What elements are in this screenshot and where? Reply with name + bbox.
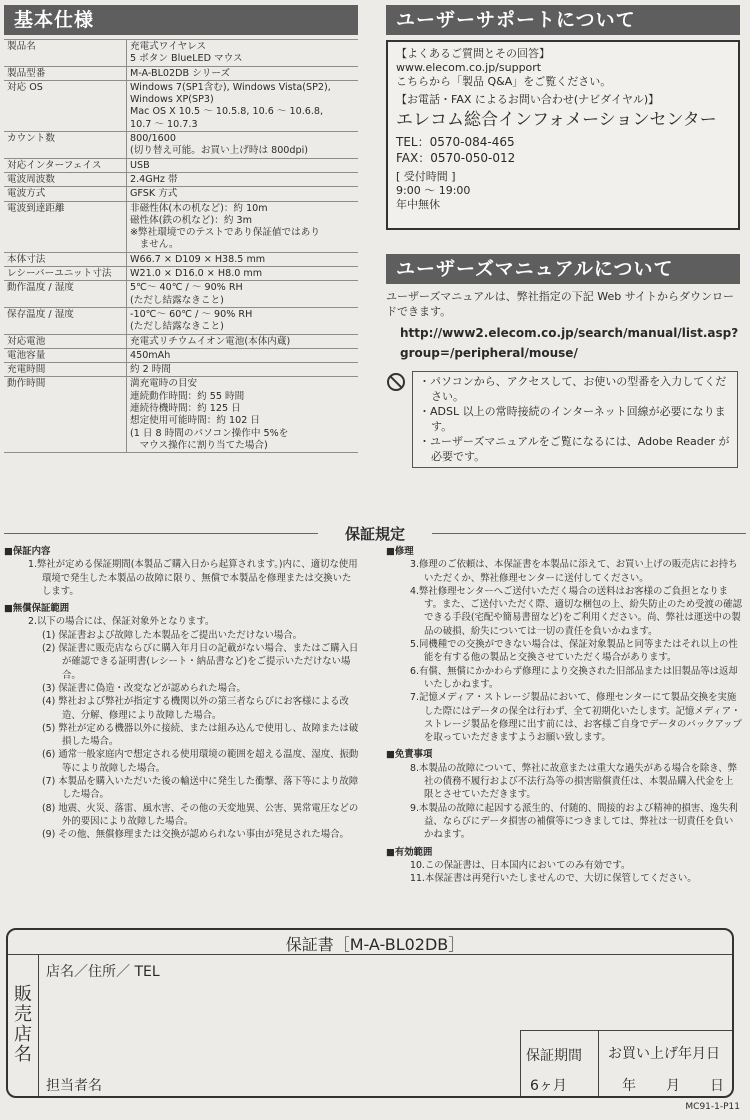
spec-value-line: マウス操作に割り当てた場合) [130, 439, 268, 451]
warranty-clause: (9) その他、無償修理または交換が認められない事由が発見された場合。 [42, 829, 349, 841]
warranty-title: 保証規定 [344, 525, 405, 543]
spec-row [4, 363, 358, 377]
spec-value-line: ません。 [130, 239, 179, 251]
spec-value-line: (ただし結露なきこと) [130, 294, 224, 306]
spec-row [4, 201, 358, 252]
spec-label: 電波方式 [4, 187, 127, 201]
warranty-clause: (7) 本製品を購入いただいた後の輸送中に発生した衝撃、落下等により故障した場合。 [42, 776, 359, 801]
day-label: 日 [710, 1078, 724, 1094]
cert-date-rule [598, 1030, 599, 1096]
faq-heading: 【よくあるご質問とその回答】 [396, 47, 550, 60]
prohibition-icon [387, 373, 405, 391]
warranty-subheading: ■ 保証内容 [4, 545, 360, 558]
divider-right [432, 533, 746, 534]
spec-table [4, 39, 358, 453]
warranty-subheading: ■ 免責事項 [386, 748, 742, 761]
spec-value [127, 66, 359, 80]
divider-left [4, 533, 318, 534]
warranty-clause: 1.弊社が定める保証期間(本製品ご購入日から起算されます。)内に、適切な使用環境で発生した本製品の故障に限り、無償で本製品を修理または交換いたします。 [28, 559, 358, 597]
spec-label: 製品名 [4, 40, 127, 67]
spec-value [127, 80, 359, 131]
specs-heading: 基本仕様 [4, 5, 358, 35]
open-days: 年中無休 [396, 198, 440, 211]
spec-value [127, 252, 359, 266]
spec-value-line: ※弊社環境でのテストであり保証値ではあり [130, 227, 320, 239]
hours: 9:00 ～ 19:00 [396, 184, 471, 197]
cert-seller-rule [38, 955, 39, 1096]
spec-value-line: W66.7 × D109 × H38.5 mm [130, 253, 266, 265]
year-label: 年 [622, 1078, 636, 1094]
spec-row [4, 80, 358, 131]
warranty-clause: (2) 保証書に販売店ならびに購入年月日の記載がない場合、またはご購入日が確認できる証明書(レシート・納品書など)をご提示いただけない場合。 [42, 643, 359, 681]
spec-value-line: 5 ボタン BlueLED マウス [130, 53, 243, 65]
warranty-clause: (8) 地震、火災、落雷、風水害、その他の天変地異、公害、異常電圧などの外的要因により故障した場合。 [42, 802, 359, 827]
manual-note: ・パソコンから、アクセスして、お使いの型番を入力してください。 [419, 375, 727, 403]
spec-value-line: 800/1600 [130, 133, 176, 145]
warranty-subheading: ■ 修理 [386, 545, 742, 558]
contact-heading: 【お電話・FAX によるお問い合わせ(ナビダイヤル)】 [396, 93, 660, 106]
cert-title-rule [8, 954, 732, 955]
spec-value-line: Mac OS X 10.5 ～ 10.5.8, 10.6 ～ 10.6.8, [130, 106, 324, 118]
spec-row [4, 172, 358, 186]
spec-value-line: 連続動作時間：約 55 時間 [130, 390, 245, 402]
fax-number: FAX：0570-050-012 [396, 151, 516, 165]
spec-label: 対応 OS [4, 80, 127, 131]
spec-value-line: 450mAh [130, 349, 171, 361]
cert-date-top-rule [520, 1030, 732, 1031]
spec-label: 対応インターフェイス [4, 158, 127, 172]
spec-row [4, 187, 358, 201]
spec-value [127, 132, 359, 159]
warranty-clause: 2.以下の場合には、保証対象外となります。 [28, 616, 215, 628]
document-code: MC91-1-P11 [685, 1102, 740, 1112]
support-heading: ユーザーサポートについて [386, 5, 740, 35]
spec-label: 動作温度 / 湿度 [4, 281, 127, 308]
warranty-subheading: ■ 無償保証範囲 [4, 602, 360, 615]
warranty-clause: 5.同機種での交換ができない場合は、保証対象製品と同等またはそれ以上の性能を有する他の製品と交換させていただく場合があります。 [410, 639, 738, 664]
spec-value-line: 磁性体(鉄の机など)：約 3m [130, 214, 252, 226]
manual-note: ・ユーザーズマニュアルをご覧になるには、Adobe Reader が必要です。 [419, 435, 730, 463]
spec-value-line: 約 2 時間 [130, 364, 171, 376]
spec-label: 製品型番 [4, 66, 127, 80]
spec-value [127, 187, 359, 201]
spec-value-line: 満充電時の目安 [130, 378, 198, 390]
spec-value-line: 想定使用可能時間：約 102 日 [130, 415, 260, 427]
spec-row [4, 348, 358, 362]
center-name: エレコム総合インフォメーションセンター [396, 110, 717, 130]
warranty-left-column [4, 541, 360, 842]
spec-value-line: (ただし結露なきこと) [130, 321, 224, 333]
manual-url[interactable]: http://www2.elecom.co.jp/search/manual/list.asp?group=/peripheral/mouse/ [400, 326, 739, 360]
warranty-clause: 9.本製品の故障に起因する派生的、付随的、間接的および精神的損害、逸失利益、ならびにデータ損害の補償等につきましては、弊社は一切責任を負いかねます。 [410, 802, 738, 841]
warranty-subheading: ■ 有効範囲 [386, 846, 742, 859]
support-box [386, 40, 740, 230]
spec-row [4, 307, 358, 334]
spec-row [4, 66, 358, 80]
spec-value-line: 10.7 ～ 10.7.3 [130, 118, 198, 130]
spec-row [4, 377, 358, 453]
manual-note: ・ADSL 以上の常時接続のインターネット回線が必要になります。 [419, 405, 726, 433]
spec-row [4, 281, 358, 308]
warranty-clause: (1) 保証書および故障した本製品をご提出いただけない場合。 [42, 629, 303, 641]
faq-url[interactable]: www.elecom.co.jp/support [396, 61, 542, 74]
seller-label: 販売店名 [14, 984, 32, 1065]
spec-value [127, 307, 359, 334]
spec-row [4, 132, 358, 159]
spec-value-line: W21.0 × D16.0 × H8.0 mm [130, 268, 263, 280]
spec-value [127, 267, 359, 281]
month-label: 月 [666, 1078, 680, 1094]
spec-value-line: (切り替え可能。お買い上げ時は 800dpi) [130, 145, 309, 157]
spec-label: 動作時間 [4, 377, 127, 453]
spec-label: 保存温度 / 湿度 [4, 307, 127, 334]
warranty-clause: 8.本製品の故障について、弊社に故意または重大な過失がある場合を除き、弊社の債務不履行および不法行為等の損害賠償責任は、本製品購入代金を上限とさせていただきます。 [410, 762, 737, 801]
manual-heading: ユーザーズマニュアルについて [386, 254, 740, 284]
spec-value [127, 172, 359, 186]
manual-notes [412, 371, 738, 468]
spec-value-line: GFSK 方式 [130, 188, 178, 200]
warranty-clause: 7.記憶メディア・ストレージ製品において、修理センターにて製品交換を実施した際にはデータの保全は行わず、全て初期化いたします。記憶メディア・ストレージ製品を修理に出す前には、お客様ご自身でデータのバックアップを取っていただきますようお願い致します。 [410, 692, 742, 744]
warranty-clause: 6.有償、無償にかかわらず修理により交換された旧部品または旧製品等は返却いたしかねます。 [410, 665, 738, 690]
spec-label: 電波到達距離 [4, 201, 127, 252]
manual-intro: ユーザーズマニュアルは、弊社指定の下記 Web サイトからダウンロードできます。 [386, 290, 734, 318]
warranty-clause: (3) 保証書に偽造・改変などが認められた場合。 [42, 682, 246, 694]
spec-value-line: -10℃～ 60℃ / ～ 90% RH [130, 308, 253, 320]
spec-value-line: 充電式リチウムイオン電池(本体内蔵) [130, 335, 291, 347]
spec-label: 電池容量 [4, 348, 127, 362]
warranty-clause: 3.修理のご依頼は、本保証書を本製品に添えて、お買い上げの販売店にお持ちいただくか、弊社修理センターに送付してください。 [410, 559, 738, 584]
spec-value [127, 158, 359, 172]
warranty-right-column [386, 541, 742, 885]
spec-value-line: USB [130, 159, 150, 171]
spec-value-line: 非磁性体(木の机など)：約 10m [130, 202, 268, 214]
certificate-title: 保証書［M-A-BL02DB］ [285, 935, 465, 954]
spec-label: 本体寸法 [4, 252, 127, 266]
spec-value-line: Windows 7(SP1含む), Windows Vista(SP2), [130, 81, 331, 93]
spec-value [127, 348, 359, 362]
spec-value [127, 40, 359, 67]
spec-value [127, 201, 359, 252]
spec-row [4, 267, 358, 281]
spec-value [127, 281, 359, 308]
spec-label: 充電時間 [4, 363, 127, 377]
warranty-clause: (5) 弊社が定める機器以外に接続、または組み込んで使用し、故障または破損した場合。 [42, 722, 359, 748]
spec-label: カウント数 [4, 132, 127, 159]
spec-value-line: 5℃～ 40℃ / ～ 90% RH [130, 282, 243, 294]
cert-period-rule [520, 1030, 521, 1096]
spec-label: レシーバーユニット寸法 [4, 267, 127, 281]
spec-value [127, 363, 359, 377]
spec-value [127, 334, 359, 348]
spec-label: 対応電池 [4, 334, 127, 348]
spec-value-line: (1 日 8 時間のパソコン操作中 5%を [130, 427, 289, 439]
spec-row [4, 40, 358, 67]
spec-value-line: Windows XP(SP3) [130, 94, 214, 106]
hours-heading: [ 受付時間 ] [396, 170, 456, 183]
warranty-clause: 10.この保証書は、日本国内においてのみ有効です。 [410, 859, 631, 871]
tel-number: TEL：0570-084-465 [396, 135, 515, 149]
warranty-clause: 4.弊社修理センターへご送付いただく場合の送料はお客様のご負担となります。また、ご送付いただく際、適切な梱包の上、紛失防止のため受渡の確認できる手段(宅配や簡易書留など)をご利用ください。尚、弊社は運送中の製品の破損、紛失については一切の責任を負いかねます。 [410, 585, 743, 637]
warranty-clause: (4) 弊社および弊社が指定する機関以外の第三者ならびにお客様による改造、分解、修理により故障した場合。 [42, 696, 349, 721]
store-label: 店名／住所／ TEL [46, 964, 160, 980]
warranty-clause: 11.本保証書は再発行いたしませんので、大切に保管してください。 [410, 873, 697, 885]
spec-value-line: 2.4GHz 帯 [130, 173, 178, 185]
spec-value [127, 377, 359, 453]
person-label: 担当者名 [46, 1078, 102, 1094]
spec-label: 電波周波数 [4, 172, 127, 186]
faq-note: こちらから「製品 Q&A」をご覧ください。 [396, 75, 612, 88]
warranty-clause: (6) 通常一般家庭内で想定される使用環境の範囲を超える温度、湿度、振動等により故障した場合。 [42, 749, 359, 774]
spec-value-line: 充電式ワイヤレス [130, 41, 207, 52]
spec-value-line: M-A-BL02DB シリーズ [130, 67, 231, 79]
purchase-date-label: お買い上げ年月日 [608, 1046, 720, 1062]
spec-row [4, 252, 358, 266]
period-value: 6ヶ月 [530, 1078, 567, 1094]
period-label: 保証期間 [526, 1048, 582, 1064]
spec-row [4, 334, 358, 348]
spec-value-line: 連続待機時間：約 125 日 [130, 403, 241, 415]
spec-row [4, 158, 358, 172]
